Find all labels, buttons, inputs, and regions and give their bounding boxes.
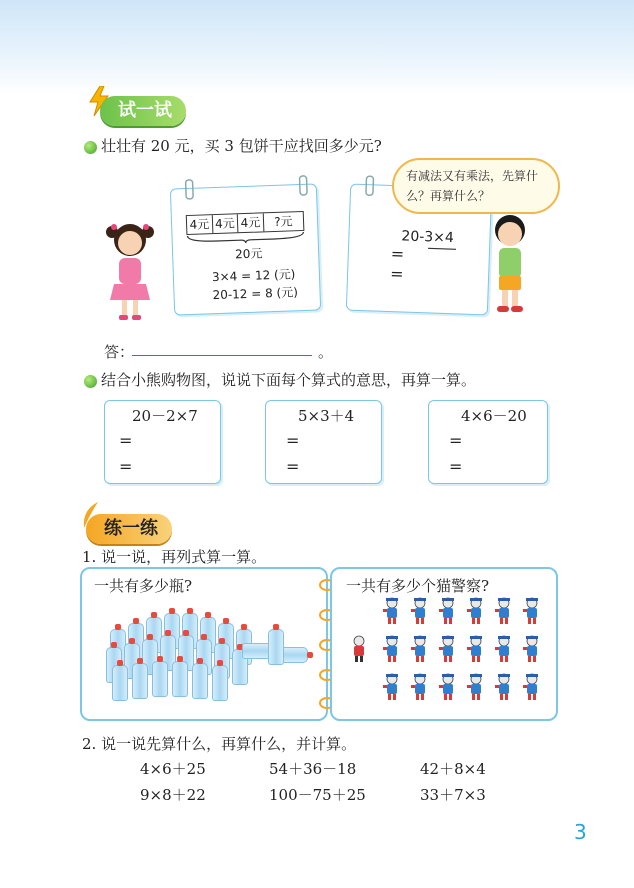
calc-expression: 4×6＋25: [140, 760, 206, 778]
page-number: 3: [574, 820, 587, 844]
cat-police-figure: [466, 673, 486, 701]
total-label: 20元: [234, 246, 263, 262]
answer-label: 答：: [104, 343, 135, 361]
cat-police-figure: [494, 635, 514, 663]
bullet-icon: [84, 141, 97, 154]
answer-end: 。: [318, 343, 334, 361]
cat-police-figure: [438, 597, 458, 625]
paperclip-icon: [365, 175, 376, 197]
segment-cell: 4元: [212, 214, 238, 233]
cat-police-figure: [522, 597, 542, 625]
expression-card-1: [104, 400, 221, 484]
speech-bubble: 有减法又有乘法，先算什么？再算什么？: [392, 158, 560, 214]
equals-sign: =: [449, 457, 463, 476]
equals-sign: =: [119, 457, 133, 476]
work-card-left: [170, 183, 321, 315]
practice-question-1: 1. 说一说，再列式算一算。: [82, 548, 267, 566]
underline-mark: [427, 245, 457, 252]
calc-expression: 100－75＋25: [269, 786, 366, 804]
panel-title: 一共有多少瓶?: [94, 577, 193, 595]
question-2: 结合小熊购物图，说说下面每个算式的意思，再算一算。: [101, 371, 477, 389]
equals-sign: =: [286, 431, 300, 450]
cat-police-figure: [410, 673, 430, 701]
segment-cell: 4元: [238, 213, 264, 232]
calc-expression: 54＋36－18: [269, 760, 357, 778]
practice-question-2: 2. 说一说先算什么，再算什么，并计算。: [82, 735, 357, 753]
expression: 4×6－20: [461, 407, 527, 425]
cat-police-figure: [494, 597, 514, 625]
paperclip-icon: [185, 179, 196, 201]
panel-bottles: [80, 567, 328, 721]
question-1: 壮壮有 20 元，买 3 包饼干应找回多少元?: [101, 137, 382, 155]
cat-figure: [350, 635, 368, 663]
cat-police-figure: [382, 597, 402, 625]
expression: 20-3×4: [401, 228, 455, 247]
cat-police-figure: [466, 597, 486, 625]
equals-sign: =: [119, 431, 133, 450]
panel-title: 一共有多少个猫警察?: [346, 577, 490, 595]
cat-police-figure: [438, 635, 458, 663]
cat-police-figure: [494, 673, 514, 701]
panel-cat-police: [330, 567, 558, 721]
cat-police-figure: [522, 635, 542, 663]
bullet-icon: [84, 375, 97, 388]
segment-cell: ?元: [273, 214, 293, 229]
expression-card-2: [265, 400, 382, 484]
cat-police-figure: [382, 673, 402, 701]
cat-police-figure: [410, 597, 430, 625]
answer-input-line[interactable]: [132, 355, 312, 356]
segment-cell: 4元: [187, 215, 213, 234]
paperclip-icon: [298, 175, 309, 197]
calc-expression: 33＋7×3: [420, 786, 486, 804]
section-title-try: 试一试: [100, 96, 186, 126]
expression: 5×3＋4: [298, 407, 355, 425]
expression: 20－2×7: [132, 407, 198, 425]
calc-line-2: 20-12 = 8 (元): [212, 285, 299, 303]
girl-figure: [100, 218, 158, 328]
equals-sign: =: [449, 431, 463, 450]
equals-sign: =: [390, 244, 405, 264]
cat-police-figure: [438, 673, 458, 701]
cat-police-figure: [410, 635, 430, 663]
cat-police-figure: [382, 635, 402, 663]
boy-figure: [484, 208, 536, 318]
section-title-practice: 练一练: [86, 514, 172, 544]
equals-sign: =: [389, 264, 404, 284]
cat-police-figure: [466, 635, 486, 663]
calc-line-1: 3×4 = 12 (元): [211, 267, 296, 285]
top-band: [0, 0, 634, 95]
cat-police-figure: [522, 673, 542, 701]
expression-card-3: [428, 400, 548, 484]
equals-sign: =: [286, 457, 300, 476]
calc-expression: 9×8＋22: [140, 786, 206, 804]
calc-expression: 42＋8×4: [420, 760, 486, 778]
